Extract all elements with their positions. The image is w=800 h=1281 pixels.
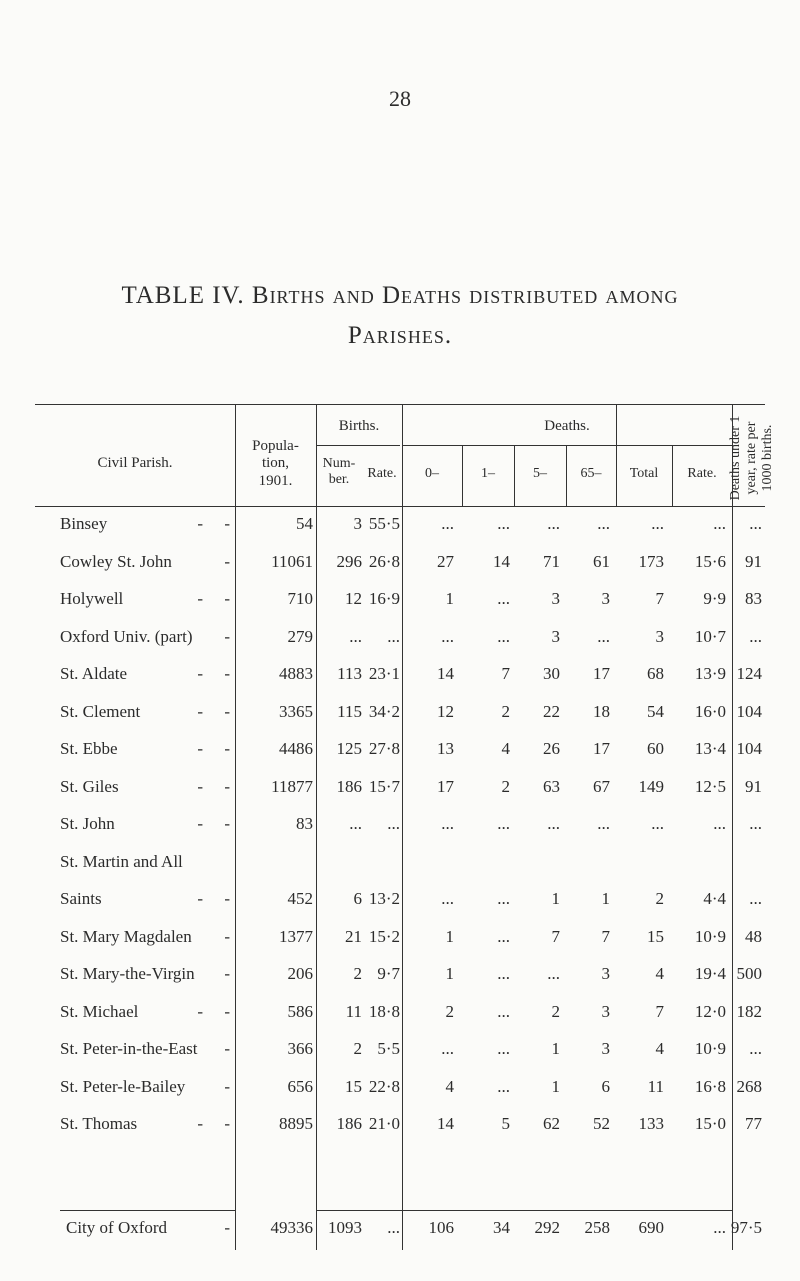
table-cell: 3 <box>601 964 610 983</box>
parish-name: St. Peter-le-Bailey <box>60 1076 186 1096</box>
table-cell: 18·8 <box>368 1001 400 1021</box>
table-cell: ... <box>441 1039 454 1058</box>
table-cell: 586 <box>287 1001 313 1021</box>
table-cell: 296 <box>336 551 362 571</box>
table-cell: 15·6 <box>694 551 726 571</box>
table-cell: 67 <box>593 776 610 796</box>
table-cell: 15·0 <box>694 1114 726 1133</box>
table-cell: 1 <box>551 889 560 908</box>
table-cell: 23·1 <box>368 664 400 683</box>
table-cell: 48 <box>745 926 762 946</box>
table-cell: 104 <box>736 701 762 721</box>
table-cell: 62 <box>543 1114 560 1133</box>
table-cell: 2 <box>353 964 362 983</box>
leader-dashes: - - <box>197 889 230 908</box>
table-cell: 3 <box>551 589 560 608</box>
table-cell: ... <box>387 1218 400 1237</box>
table-top-rule <box>35 404 765 405</box>
page-number: 28 <box>389 86 411 111</box>
table-cell: ... <box>713 814 726 833</box>
table-cell: 13 <box>437 739 454 758</box>
table-cell: ... <box>497 626 510 646</box>
table-cell: 12·5 <box>694 776 726 796</box>
table-cell: 10·9 <box>694 926 726 946</box>
table-cell: 34·2 <box>368 701 400 721</box>
table-cell: 34 <box>493 1218 510 1237</box>
table-cell: 26 <box>543 739 560 758</box>
title-line-1: Births and Deaths distributed among <box>251 282 679 309</box>
table-cell: 7 <box>655 1001 664 1021</box>
table-cell: 690 <box>638 1218 664 1237</box>
column-rule-1 <box>235 404 236 1250</box>
parish-name: Oxford Univ. (part) <box>60 626 193 646</box>
parish-name: Binsey <box>60 514 108 533</box>
table-cell: 11877 <box>271 776 313 796</box>
table-cell: ... <box>497 1076 510 1096</box>
table-cell: 15 <box>647 926 664 946</box>
table-cell: 125 <box>336 739 362 758</box>
table-cell: ... <box>597 814 610 833</box>
leader-dashes: - - <box>197 514 230 533</box>
table-cell: 656 <box>287 1076 313 1096</box>
table-cell: 3 <box>655 626 664 646</box>
table-cell: 22 <box>543 701 560 721</box>
table-cell: 206 <box>287 964 313 983</box>
table-cell: 6 <box>601 1076 610 1096</box>
leader-dashes: - <box>224 551 230 571</box>
table-cell: 3365 <box>279 701 313 721</box>
table-cell: ... <box>441 814 454 833</box>
table-cell: 258 <box>584 1218 610 1237</box>
header-deaths-age-1: 1– <box>481 466 495 481</box>
table-cell: ... <box>497 1039 510 1058</box>
table-cell: ... <box>387 814 400 833</box>
table-cell: ... <box>497 814 510 833</box>
table-cell: 27·8 <box>368 739 400 758</box>
table-cell: 4 <box>501 739 510 758</box>
header-population-line-3: 1901. <box>258 472 293 489</box>
table-cell: 49336 <box>270 1218 313 1237</box>
table-cell: ... <box>749 1039 762 1058</box>
table-cell: 5 <box>501 1114 510 1133</box>
parish-name: St. Michael <box>60 1001 139 1021</box>
header-deaths-total: Total <box>629 466 659 481</box>
header-deaths-age-0: 0– <box>425 466 439 481</box>
table-cell: 4 <box>445 1076 454 1096</box>
leader-dashes: - <box>224 926 230 946</box>
table-cell: 12 <box>345 589 362 608</box>
table-cell: 52 <box>593 1114 610 1133</box>
table-cell: ... <box>597 514 610 533</box>
table-cell: 3 <box>551 626 560 646</box>
total-rule-left <box>60 1210 235 1211</box>
table-cell: ... <box>547 814 560 833</box>
table-cell: 54 <box>296 514 313 533</box>
table-number: TABLE IV. <box>121 282 245 309</box>
table-cell: 71 <box>543 551 560 571</box>
table-cell: 10·7 <box>694 626 726 646</box>
table-cell: ... <box>547 964 560 983</box>
parish-name: St. Mary-the-Virgin <box>60 964 195 983</box>
table-cell: 14 <box>437 664 454 683</box>
table-cell: 1377 <box>279 926 313 946</box>
table-cell: 4·4 <box>703 889 726 908</box>
table-cell: 186 <box>336 776 362 796</box>
table-cell: 500 <box>736 964 762 983</box>
table-cell: 268 <box>736 1076 762 1096</box>
table-cell: 2 <box>551 1001 560 1021</box>
parish-name: St. Martin and All <box>60 851 183 871</box>
parish-name: Holywell <box>60 589 124 608</box>
table-cell: 7 <box>551 926 560 946</box>
leader-dashes: - <box>224 964 230 983</box>
leader-dashes: - - <box>197 776 230 796</box>
table-cell: 15·7 <box>368 776 400 796</box>
table-cell: ... <box>497 589 510 608</box>
table-cell: 113 <box>337 664 362 683</box>
table-cell: ... <box>497 514 510 533</box>
table-cell: 54 <box>647 701 664 721</box>
table-cell: 12 <box>437 701 454 721</box>
table-cell: 9·9 <box>703 589 726 608</box>
leader-dashes: - - <box>197 814 230 833</box>
table-cell: 27 <box>437 551 454 571</box>
table-cell: 11061 <box>271 551 313 571</box>
parish-name: St. Ebbe <box>60 739 118 758</box>
table-cell: 13·4 <box>694 739 726 758</box>
header-infant-line-1: Deaths under 1 <box>728 415 743 501</box>
table-cell: 21·0 <box>368 1114 400 1133</box>
table-cell: 124 <box>736 664 762 683</box>
table-cell: 8895 <box>279 1114 313 1133</box>
table-cell: ... <box>441 626 454 646</box>
header-births-number <box>316 456 362 488</box>
table-cell: ... <box>651 514 664 533</box>
table-cell: 13·9 <box>694 664 726 683</box>
table-cell: 7 <box>501 664 510 683</box>
table-cell: 149 <box>638 776 664 796</box>
table-cell: ... <box>387 626 400 646</box>
table-cell: 2 <box>445 1001 454 1021</box>
header-deaths-age-65: 65– <box>580 466 602 481</box>
table-cell: 16·8 <box>694 1076 726 1096</box>
leader-dashes: - <box>224 1076 230 1096</box>
header-births: Births. <box>338 418 380 434</box>
column-rule-3 <box>402 404 403 1250</box>
leader-dashes: - - <box>197 589 230 608</box>
table-cell: 3 <box>601 1001 610 1021</box>
parish-name: St. Aldate <box>60 664 128 683</box>
table-cell: ... <box>441 514 454 533</box>
table-cell: 97·5 <box>730 1218 762 1237</box>
title-line-2: Parishes. <box>347 322 453 349</box>
parish-name: St. John <box>60 814 115 833</box>
header-number-line-2: ber. <box>328 472 350 488</box>
header-deaths: Deaths. <box>544 418 590 434</box>
table-cell: 182 <box>736 1001 762 1021</box>
table-cell: ... <box>497 926 510 946</box>
table-cell: 77 <box>745 1114 762 1133</box>
table-cell: 1 <box>551 1039 560 1058</box>
total-rule-right <box>316 1210 732 1211</box>
header-infant-line-3: 1000 births. <box>760 424 776 492</box>
leader-dashes: - <box>224 626 230 646</box>
table-cell: 91 <box>745 776 762 796</box>
table-cell: 68 <box>647 664 664 683</box>
table-cell: 17 <box>593 664 610 683</box>
leader-dashes: - - <box>197 739 230 758</box>
leader-dashes: - - <box>197 664 230 683</box>
parish-name: Cowley St. John <box>60 551 172 571</box>
table-cell: 106 <box>428 1218 454 1237</box>
header-civil-parish: Civil Parish. <box>97 455 173 471</box>
deaths-subheader-rule <box>402 445 732 446</box>
table-cell: ... <box>497 889 510 908</box>
header-number-line-1: Num- <box>322 456 356 471</box>
table-cell: 173 <box>638 551 664 571</box>
table-cell: 292 <box>534 1218 560 1237</box>
table-cell: 60 <box>647 739 664 758</box>
table-cell: ... <box>713 1218 726 1237</box>
table-title <box>0 276 800 356</box>
table-cell: 1 <box>601 889 610 908</box>
table-cell: 1093 <box>328 1218 362 1237</box>
parish-name: Saints <box>60 889 102 908</box>
table-cell: 26·8 <box>368 551 400 571</box>
table-cell: 2 <box>501 776 510 796</box>
table-cell: 16·9 <box>368 589 400 608</box>
table-cell: 2 <box>501 701 510 721</box>
table-cell: 104 <box>736 739 762 758</box>
table-cell: 15 <box>345 1076 362 1096</box>
header-infant-mortality <box>728 408 776 508</box>
header-deaths-age-5: 5– <box>533 466 547 481</box>
table-cell: 4 <box>655 964 664 983</box>
column-rule-9 <box>732 404 733 1250</box>
table-cell: 279 <box>287 626 313 646</box>
table-cell: 115 <box>337 701 362 721</box>
leader-dashes: - <box>224 1039 230 1058</box>
table-cell: ... <box>441 889 454 908</box>
table-cell: 11 <box>647 1076 664 1096</box>
parish-name: St. Thomas <box>60 1114 138 1133</box>
births-subheader-rule <box>316 445 400 446</box>
table-cell: 16·0 <box>694 701 726 721</box>
table-cell: 3 <box>601 589 610 608</box>
table-cell: 83 <box>296 814 313 833</box>
header-population-line-1: Popula- <box>252 438 299 454</box>
table-cell: 1 <box>445 589 454 608</box>
table-cell: ... <box>651 814 664 833</box>
leader-dashes: - - <box>197 701 230 721</box>
table-cell: 4883 <box>279 664 313 683</box>
table-cell: 4 <box>655 1039 664 1058</box>
table-cell: ... <box>349 626 362 646</box>
table-cell: 4486 <box>279 739 313 758</box>
header-population-line-2: tion, <box>261 455 290 472</box>
table-cell: 366 <box>287 1039 313 1058</box>
table-cell: 14 <box>437 1114 454 1133</box>
table-cell: 91 <box>745 551 762 571</box>
table-cell: 30 <box>543 664 560 683</box>
table-cell: 15·2 <box>368 926 400 946</box>
table-cell: 1 <box>445 926 454 946</box>
table-cell: 2 <box>655 889 664 908</box>
parish-name: St. Peter-in-the-East <box>60 1039 198 1058</box>
table-cell: 11 <box>345 1001 362 1021</box>
table-cell: ... <box>547 514 560 533</box>
table-cell: ... <box>749 814 762 833</box>
header-infant-line-2: year, rate per <box>744 421 760 495</box>
parish-name: St. Clement <box>60 701 141 721</box>
header-bottom-rule <box>35 506 765 507</box>
table-cell: 710 <box>287 589 313 608</box>
table-cell: 19·4 <box>694 964 726 983</box>
table-cell: ... <box>749 514 762 533</box>
table-cell: 1 <box>551 1076 560 1096</box>
parish-name: St. Giles <box>60 776 119 796</box>
table-cell: 2 <box>353 1039 362 1058</box>
table-cell: 12·0 <box>694 1001 726 1021</box>
leader-dashes: - - <box>197 1114 230 1133</box>
table-cell: 17 <box>593 739 610 758</box>
table-cell: 14 <box>493 551 510 571</box>
table-cell: 18 <box>593 701 610 721</box>
table-cell: ... <box>713 514 726 533</box>
table-cell: 63 <box>543 776 560 796</box>
table-cell: 17 <box>437 776 454 796</box>
table-cell: 83 <box>745 589 762 608</box>
table-cell: 21 <box>345 926 362 946</box>
table-cell: ... <box>497 1001 510 1021</box>
table-cell: 61 <box>593 551 610 571</box>
table-cell: 3 <box>601 1039 610 1058</box>
table-cell: ... <box>749 889 762 908</box>
table-cell: 186 <box>336 1114 362 1133</box>
table-cell: 7 <box>601 926 610 946</box>
leader-dashes: - - <box>197 1001 230 1021</box>
leader-dashes: - <box>224 1218 230 1237</box>
table-cell: ... <box>749 626 762 646</box>
table-cell: 55·5 <box>368 514 400 533</box>
table-cell: 5·5 <box>377 1039 400 1058</box>
table-cell: 133 <box>638 1114 664 1133</box>
header-deaths-rate: Rate. <box>687 466 717 481</box>
total-row-label: City of Oxford <box>66 1218 168 1237</box>
table-cell: ... <box>497 964 510 983</box>
table-cell: 7 <box>655 589 664 608</box>
table-cell: 13·2 <box>368 889 400 908</box>
table-cell: 3 <box>353 514 362 533</box>
table-cell: 1 <box>445 964 454 983</box>
parish-name: St. Mary Magdalen <box>60 926 192 946</box>
column-rule-2 <box>316 404 317 1250</box>
table-cell: ... <box>349 814 362 833</box>
header-population <box>235 438 316 490</box>
table-cell: 9·7 <box>377 964 400 983</box>
table-cell: 452 <box>287 889 313 908</box>
table-cell: ... <box>597 626 610 646</box>
table-cell: 6 <box>353 889 362 908</box>
header-births-rate: Rate. <box>367 466 397 481</box>
table-cell: 22·8 <box>368 1076 400 1096</box>
table-cell: 10·9 <box>694 1039 726 1058</box>
